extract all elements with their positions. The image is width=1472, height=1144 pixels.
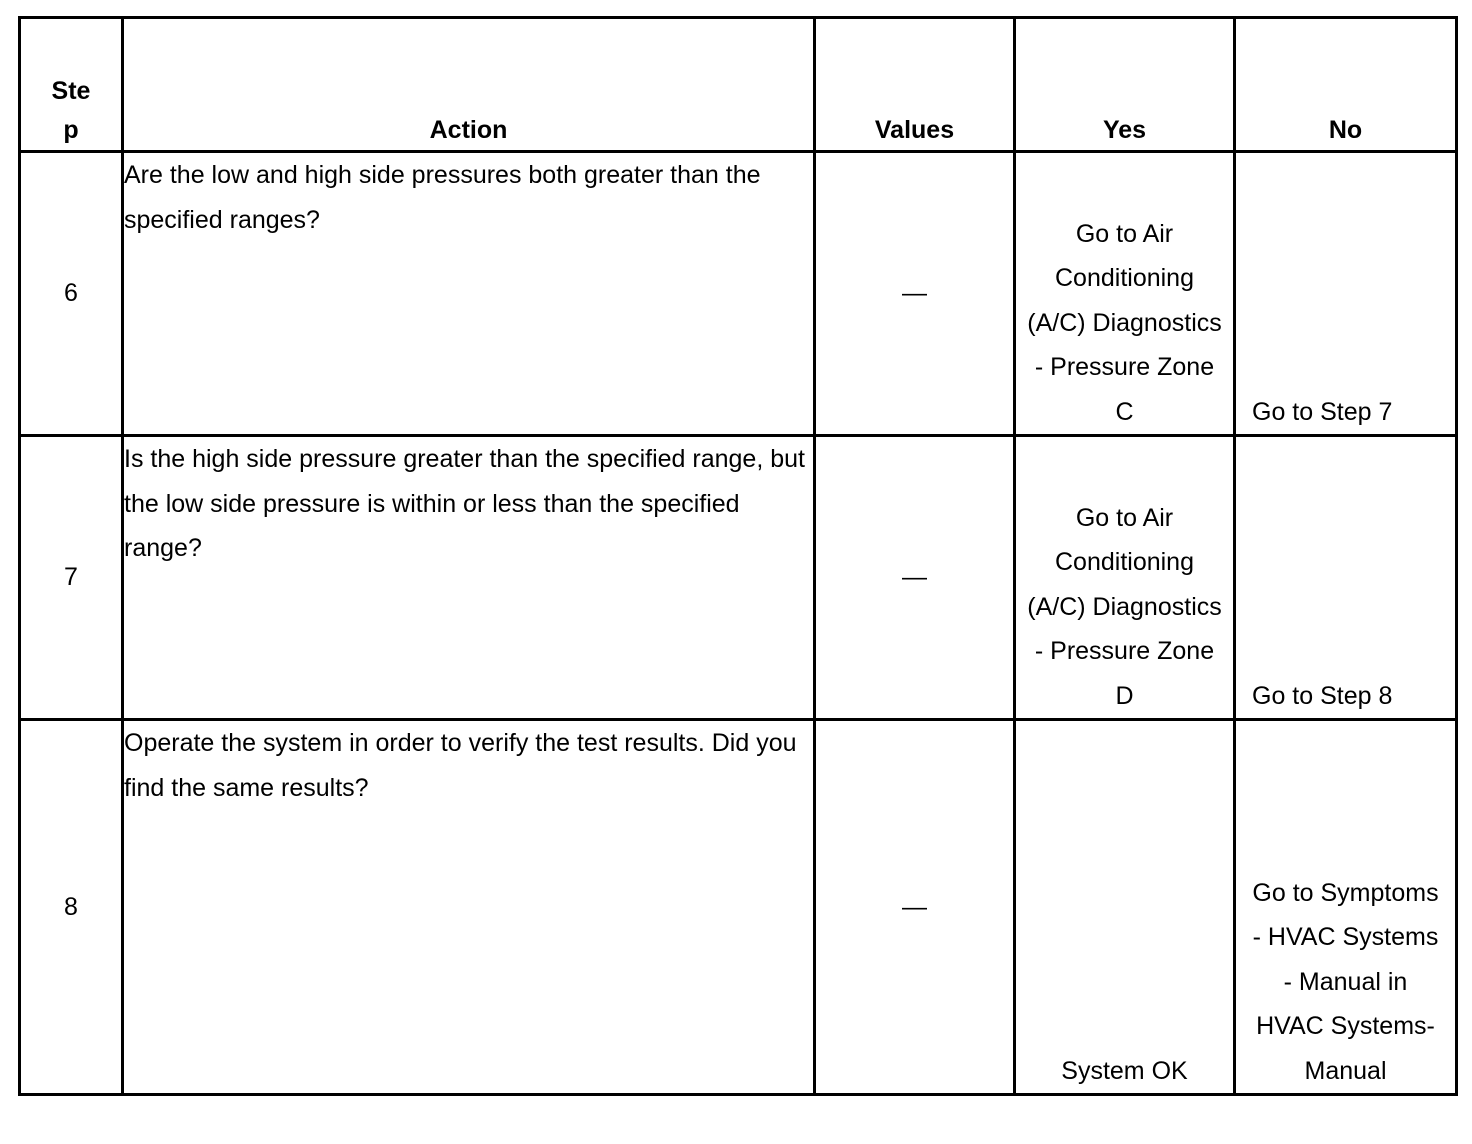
table-row — [20, 720, 1457, 1095]
no-cell: Go to Step 7 — [1235, 152, 1457, 436]
step-number: 6 — [20, 152, 123, 436]
no-cell: Go to Step 8 — [1235, 436, 1457, 720]
yes-cell: Go to Air Conditioning (A/C) Diagnostics - Pressure Zone C — [1015, 152, 1235, 436]
yes-cell: System OK — [1015, 720, 1235, 1095]
header-yes: Yes — [1015, 18, 1235, 152]
no-cell: Go to Symptoms - HVAC Systems - Manual in HVAC Systems-Manual — [1235, 720, 1457, 1095]
values-cell: — — [815, 436, 1015, 720]
yes-cell: Go to Air Conditioning (A/C) Diagnostics - Pressure Zone D — [1015, 436, 1235, 720]
header-step: Step — [20, 18, 123, 152]
step-number: 7 — [20, 436, 123, 720]
header-values: Values — [815, 18, 1015, 152]
table-row — [20, 152, 1457, 436]
values-cell: — — [815, 720, 1015, 1095]
action-text: Operate the system in order to verify the test results. Did you find the same results? — [123, 720, 815, 1095]
values-cell: — — [815, 152, 1015, 436]
header-no: No — [1235, 18, 1457, 152]
table-row — [20, 436, 1457, 720]
header-row — [20, 18, 1457, 152]
action-text: Is the high side pressure greater than the specified range, but the low side pressure is within or less than the specified range? — [123, 436, 815, 720]
header-action: Action — [123, 18, 815, 152]
step-number: 8 — [20, 720, 123, 1095]
action-text: Are the low and high side pressures both greater than the specified ranges? — [123, 152, 815, 436]
diagnostic-table — [18, 16, 1458, 1096]
